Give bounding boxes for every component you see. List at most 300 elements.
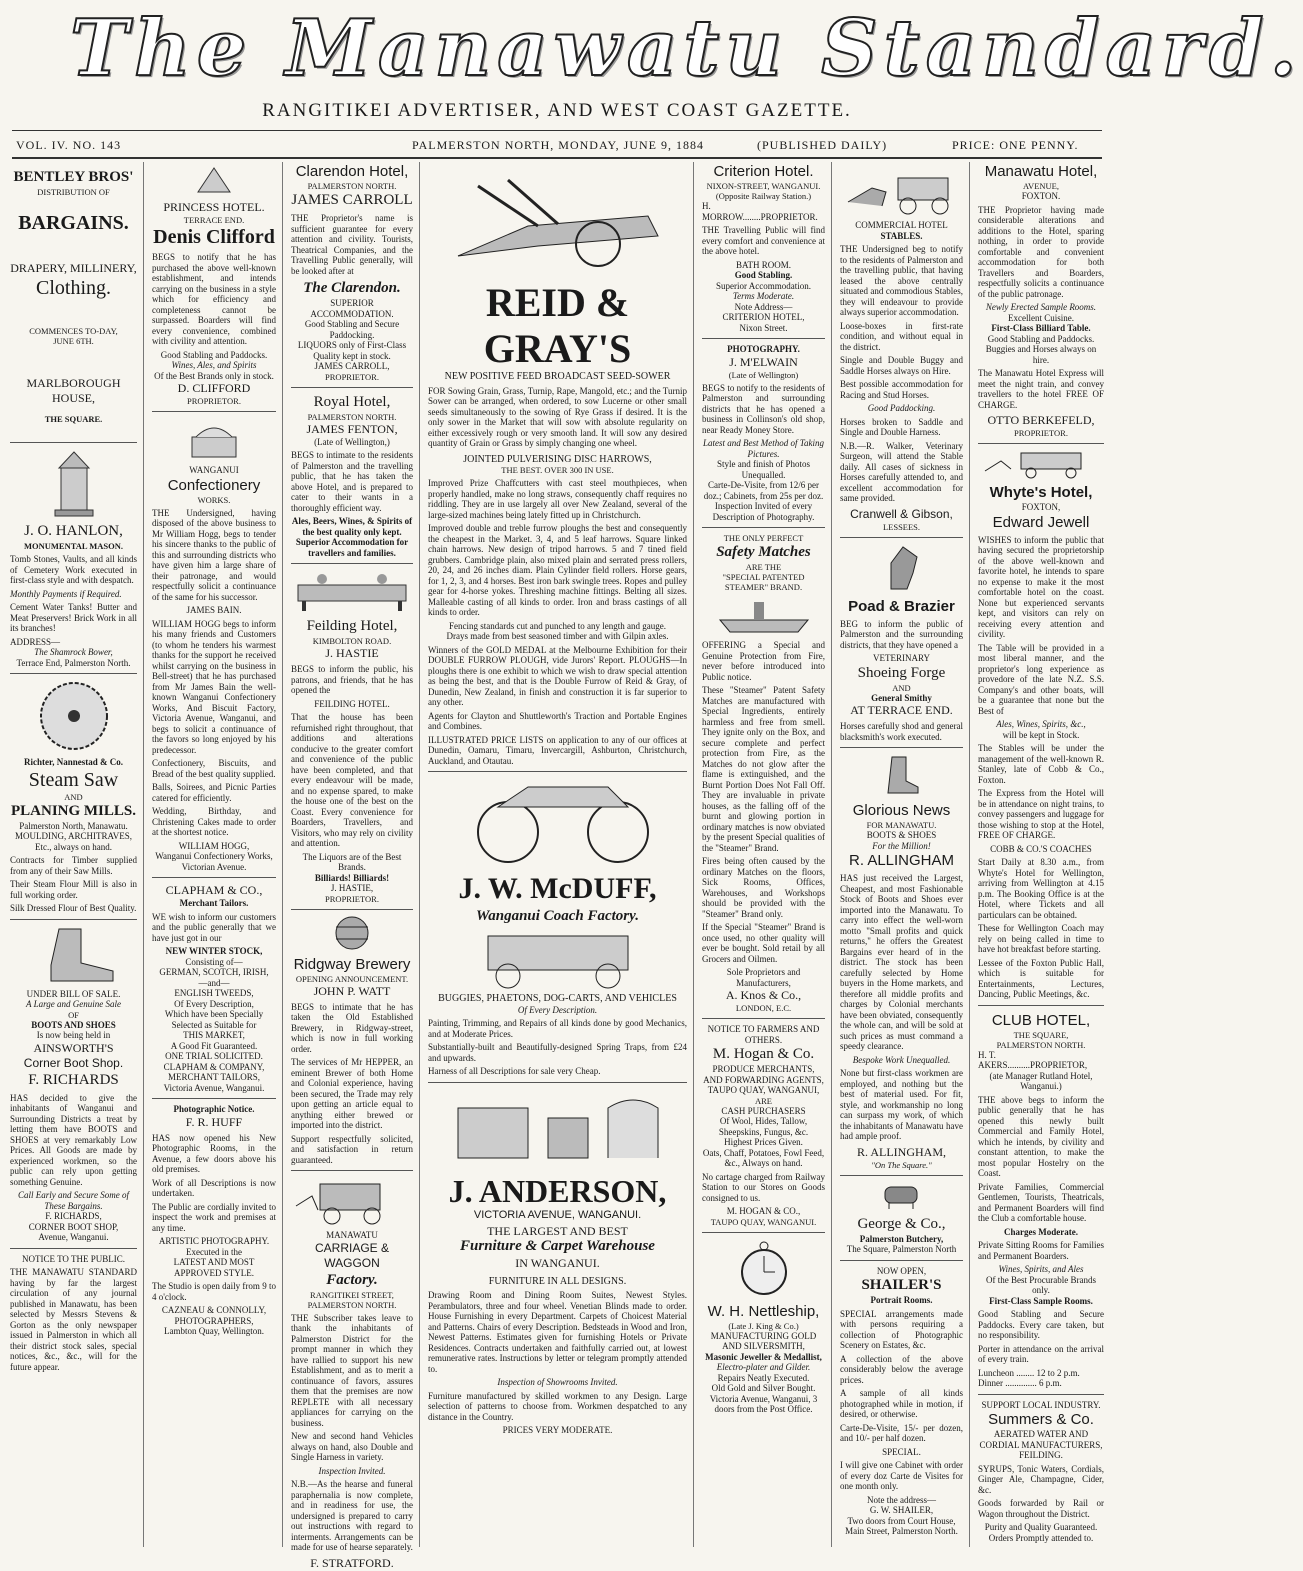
ad-text: Best possible accommodation for Racing and Stud Horses.: [840, 379, 963, 400]
ad-line: ARTISTIC PHOTOGRAPHY.: [158, 1236, 270, 1246]
ad-line: PROPRIETOR.: [187, 396, 241, 406]
ad-text: Single and Double Buggy and Saddle Horses always on Hire.: [840, 355, 963, 376]
ad-line: (Opposite Railway Station.): [715, 191, 812, 201]
ad-text: THE MANAWATU STANDARD having by far the largest circulation of any journal published in Manawatu, has been selected by Messrs Stevens & Gorton as the only newspaper issued in Palmerston in which all their district stock sales, special notices, &c., &c., will for the future appear.: [10, 1267, 137, 1372]
ad-line: ENGLISH TWEEDS,: [174, 988, 254, 998]
ad-heading: Clothing.: [35, 277, 111, 299]
ad-line: MONUMENTAL MASON.: [23, 541, 123, 551]
ad-line: For the Million!: [872, 840, 931, 851]
ad-heading: Cranwell & Gibson,: [850, 506, 953, 521]
ad-line: Style and finish of Photos Unequalled.: [716, 459, 810, 480]
ad-text: Tomb Stones, Vaults, and all kinds of Cemetery Work executed in first-class style and with despatch.: [10, 554, 137, 585]
ad-line: LIQUORS only of First-Class Quality kept in stock.: [297, 340, 407, 361]
column-7: [972, 162, 1110, 1547]
ad-line: Palmerston North, Manawatu.: [19, 820, 128, 831]
ad-heading: F. STRATFORD.: [310, 1555, 394, 1570]
notice-to-public: [10, 1254, 137, 1373]
ad-line: FOXTON.: [1021, 191, 1061, 201]
ad-text: Private Sitting Rooms for Families and Permanent Boarders.: [978, 1240, 1104, 1261]
ad-line: TERRACE END.: [183, 215, 245, 225]
ad-line: A Large and Genuine Sale: [26, 999, 121, 1009]
ad-line: Old Gold and Silver Bought.: [711, 1383, 816, 1393]
ad-text: New and second hand Vehicles always on hand, also Double and Single Harness in variety.: [291, 1431, 413, 1462]
ad-line: (Late of Wellington): [728, 369, 799, 380]
ad-text: The Studio is open daily from 9 to 4 o'clock.: [152, 1281, 276, 1302]
ad-line: Avenue, Wanganui.: [38, 1232, 109, 1242]
ad-text: BEGS to notify that he has purchased the above well-known establishment, and intends carrying on the business in a style which for efficiency and completeness cannot be surpassed. Boarders will find every convenience, combined with civility and attention.: [152, 252, 276, 346]
ad-heading: PLANING MILLS.: [10, 802, 137, 819]
ad-line: PHOTOGRAPHERS,: [174, 1315, 254, 1326]
ad-line: MOULDING, ARCHITRAVES, Etc., always on hand.: [14, 831, 133, 852]
reid-gray-heading: REID & GRAY'S: [483, 280, 632, 371]
horse-carriage-illustration: [842, 166, 962, 216]
ad-line: Lambton Quay, Wellington.: [163, 1326, 264, 1336]
ad-line: —and—: [198, 977, 230, 988]
ad-heading: Summers & Co.: [988, 1411, 1094, 1428]
ad-text: The services of Mr HEPPER, an eminent Brewer of both Home and Colonial experience, having been secured, the Trade may rely upon getting an article equal to anything either brewed or imported into the district.: [291, 1057, 413, 1130]
ad-line: Two doors from Court House, Main Street, Palmerston North.: [845, 1515, 958, 1536]
hanlon-ad: [10, 448, 137, 668]
ad-text: Good Stabling and Secure Paddocks. Every care taken, but no responsibility.: [978, 1309, 1104, 1340]
ad-heading: The Clarendon.: [303, 280, 401, 296]
ad-line: BOOTS AND SHOES: [31, 1019, 116, 1030]
ad-line: FEILDING HOTEL.: [314, 698, 390, 709]
ad-line: Portrait Rooms.: [870, 1295, 933, 1305]
ad-line: JAMES BAIN.: [186, 605, 242, 615]
ad-heading: M. Hogan & Co.: [712, 1046, 815, 1062]
ad-line: VETERINARY: [873, 653, 930, 663]
ad-line: RANGITIKEI STREET, PALMERSTON NORTH.: [307, 1289, 397, 1310]
criterion-hotel-ad: [702, 162, 825, 333]
cake-illustration: [186, 417, 242, 461]
ad-text: N.B.—R. Walker, Veterinary Surgeon, will attend the Stable daily. All cases of sickness in Horses carefully attended to, and excellent accommodation for same provided.: [840, 440, 963, 503]
buggy-illustration: [438, 777, 678, 867]
ad-line: AERATED WATER AND CORDIAL MANUFACTURERS,: [979, 1429, 1103, 1450]
ad-heading: Factory.: [326, 1271, 378, 1288]
ad-line: STABLES.: [880, 230, 923, 241]
ad-line: PALMERSTON NORTH.: [307, 181, 397, 191]
ad-line: Consisting of—: [185, 956, 243, 967]
ad-line: NOTICE TO FARMERS AND OTHERS.: [707, 1024, 820, 1045]
mcelwain-photography-ad: [702, 344, 825, 522]
ad-line: ARE: [755, 1095, 772, 1106]
ad-heading: J. O. HANLON,: [24, 523, 123, 539]
ad-line: TAUPO QUAY, WANGANUI,: [707, 1085, 820, 1095]
ad-text: HAS decided to give the inhabitants of Wanganui and Surrounding Districts a treat by letting them have BOOTS and SHOES at very remarkably Low Prices. All Goods are made by experienced workmen, so the public can rely upon getting something Genuine.: [10, 1092, 137, 1187]
ad-text: Silk Dressed Flour of Best Quality.: [10, 903, 137, 913]
ad-line: Superior Accommodation for travellers and families.: [295, 537, 409, 558]
ad-line: Of Every Description.: [517, 1004, 598, 1015]
ad-line: The Liquors are of the Best Brands.: [302, 851, 402, 872]
ad-line: Note Address—: [734, 301, 793, 312]
ad-line: Highest Prices Given.: [724, 1137, 803, 1147]
carriage-factory-ad: [291, 1176, 413, 1571]
ad-text: BEGS to inform the public, his patrons, and friends, that he has opened the: [291, 664, 413, 695]
ad-heading: Criterion Hotel.: [713, 163, 814, 180]
boot-illustration: [882, 753, 922, 797]
ad-text: If the Special "Steamer" Brand is once used, no other quality will ever be bought. Sold retail by all Grocers and Oilmen.: [702, 922, 825, 964]
ad-line: CRITERION HOTEL,: [722, 312, 805, 322]
ad-line: THE ONLY PERFECT: [723, 533, 804, 543]
horse-head-illustration: [877, 543, 927, 593]
ad-text: SPECIAL arrangements made with persons requiring a collection of Photographic Scenery on Estates, &c.: [840, 1308, 963, 1350]
ad-line: KIMBOLTON ROAD.: [312, 636, 392, 646]
ad-line: Inspection of Showrooms Invited.: [497, 1377, 618, 1387]
ad-line: Of the Best Brands only in stock.: [154, 370, 274, 381]
ad-text: The Manawatu Hotel Express will meet the night train, and convey travellers to the hotel FREE OF CHARGE.: [978, 368, 1104, 410]
ad-heading: CLUB HOTEL,: [991, 1011, 1091, 1029]
ad-heading: Furniture & Carpet Warehouse: [460, 1237, 655, 1254]
ad-heading: MARLBOROUGH HOUSE,: [26, 376, 121, 405]
ad-text: Balls, Soirees, and Picnic Parties catered for efficiently.: [152, 782, 276, 803]
ad-text: WE wish to inform our customers and the public generally that we have just got in our: [152, 911, 276, 943]
ad-text: SYRUPS, Tonic Waters, Cordials, Ginger Ale, Champagne, Cider, &c.: [978, 1463, 1104, 1495]
ad-line: Inspection Invited of every Description of Photography.: [712, 501, 815, 522]
ad-heading: JAMES CARROLL: [291, 192, 413, 208]
ad-heading: Royal Hotel,: [313, 393, 391, 410]
ad-line: Excellent Cuisine.: [1008, 312, 1074, 323]
ad-line: FEILDING.: [1019, 1450, 1063, 1460]
ad-text: Lessee of the Foxton Public Hall, which is suitable for Entertainments, Lectures, Dancing, Public Meetings, &c.: [978, 957, 1104, 999]
ad-line: Executed in the: [186, 1246, 242, 1257]
ad-line: Latest and Best Method of Taking Pictures.: [703, 438, 824, 459]
ad-line: COBB & CO.'S COACHES: [990, 843, 1092, 854]
column-1: [4, 162, 144, 1547]
saw-blade-illustration: [37, 679, 111, 753]
ad-line: Ales, Beers, Wines, & Spirits of the best quality only kept.: [291, 516, 413, 537]
ad-text: BEGS to notify to the residents of Palmerston and surrounding districts that he has opened a business in Collinson's old shop, near Ready Money Store.: [702, 382, 825, 435]
ad-line: J. HASTIE,: [330, 883, 374, 893]
ad-heading: Clarendon Hotel,: [295, 163, 409, 180]
ad-line: Carte-De-Visite, from 12/6 per doz.; Cabinets, from 25s per doz.: [703, 480, 824, 501]
ad-text: Contracts for Timber supplied from any of their Saw Mills.: [10, 855, 137, 876]
ad-text: No cartage charged from Railway Station to our Stores on Goods consigned to us.: [702, 1171, 825, 1203]
ad-line: Newly Erected Sample Rooms.: [985, 302, 1097, 312]
ad-line: Good Paddocking.: [867, 403, 936, 413]
ad-line: PROPRIETOR.: [325, 893, 379, 904]
ad-line: First-Class Sample Rooms.: [989, 1295, 1093, 1306]
ad-line: Luncheon ........ 12 to 2 p.m.: [978, 1367, 1080, 1378]
ad-heading: R. ALLINGHAM,: [857, 1144, 946, 1159]
ad-line: AVENUE,: [1023, 181, 1059, 191]
ad-line: Billiards! Billiards!: [314, 872, 390, 883]
ad-line: Buggies and Horses always on hire.: [985, 344, 1097, 365]
column-6: [834, 162, 970, 1547]
ad-heading: Confectionery: [167, 476, 261, 494]
ad-line: COMMENCES TO-DAY,: [29, 326, 118, 336]
ad-line: LONDON, E.C.: [735, 1003, 792, 1013]
ad-text: Agents for Clayton and Shuttleworth's Traction and Portable Engines and Combines.: [428, 710, 687, 731]
ad-line: Of Every Description,: [174, 998, 254, 1009]
ad-text: BEGS to intimate to the residents of Palmerston and the travelling public, that he has taken the above Hotel, and is prepared to cater to their wants in a thoroughly efficient way.: [291, 450, 413, 513]
ad-line: OPENING ANNOUNCEMENT.: [295, 973, 409, 984]
published-daily: (PUBLISHED DAILY): [757, 138, 888, 152]
ad-text: BEGS to intimate that he has taken the Old Established Brewery, in Ridgway-street, which is now in full working order.: [291, 1001, 413, 1054]
ad-text: Improved Prize Chaffcutters with cast steel mouthpieces, when properly handled, make no long straws, consequently chaff requires no riddling. They are in use largely all over New Zealand, several of the large-sized machines being lately fitted up in Christchurch.: [428, 478, 687, 520]
ad-line: CORNER BOOT SHOP,: [28, 1221, 119, 1232]
ad-line: Monthly Payments if Required.: [10, 588, 122, 599]
ad-text: THE Undersigned, having disposed of the above business to Mr William Hogg, begs to tender his sincere thanks to the public of this and surrounding districts who have given him a large share of their patronage, and would respectfully solicit a continuance of the same for his successor.: [152, 507, 276, 602]
pocket-watch-illustration: [739, 1238, 789, 1298]
ad-line: Victoria Avenue, Wanganui.: [163, 1082, 265, 1093]
ad-text: THE Proprietor's name is sufficient guarantee for every attention and civility. Tourists, Theatrical Companies, and the Travelling Public generally, will be looked after at: [291, 213, 413, 276]
ad-line: FOR MANAWATU.: [866, 820, 937, 830]
princess-hotel-ad: [152, 166, 276, 406]
ad-text: Loose-boxes in first-rate condition, and without equal in the district.: [840, 320, 963, 352]
nettleship-ad: [702, 1238, 825, 1415]
ad-text: None but first-class workmen are employed, and nothing but the best of material used. For fit, style, and workmanship no long can surpass my work, of which the inhabitants of Manawatu have had ample proof.: [840, 1068, 963, 1141]
ad-text: THE above begs to inform the public generally that he has opened this newly built Commercial and Family Hotel, which he intends, by civility and constant attention, to make the most popular Hostelry on the Coast.: [978, 1094, 1104, 1178]
ad-text: Work of all Descriptions is now undertaken.: [152, 1177, 276, 1198]
ad-text: Goods forwarded by Rail or Wagon throughout the District.: [978, 1498, 1104, 1519]
ad-text: Support respectfully solicited, and satisfaction in return guaranteed.: [291, 1133, 413, 1165]
ad-line: FURNITURE IN ALL DESIGNS.: [488, 1275, 627, 1287]
clapham-ad: [152, 883, 276, 1093]
ad-text: Porter in attendance on the arrival of every train.: [978, 1343, 1104, 1364]
ad-line: A Good Fit Guaranteed.: [170, 1040, 258, 1051]
ad-line: (ate Manager Rutland Hotel, Wanganui.): [989, 1070, 1093, 1091]
ad-text: FOR Sowing Grain, Grass, Turnip, Rape, Mangold, etc.; and the Turnip Sower can be arranged, when ordered, to sow Lucerne or other small seeds simultaneously to the sowing of Rye Grass if desired. It is the only sower in the Market that will sow with absolute regularity on either excessively rough or very smooth land. It will sow any desired quantity of Grain or Grass by simply changing one wheel.: [428, 385, 687, 448]
ad-text: The Public are cordially invited to inspect the work and premises at any time.: [152, 1201, 276, 1233]
ad-line: BUGGIES, PHAETONS, DOG-CARTS, AND VEHICLES: [438, 993, 677, 1004]
ad-line: Terrace End, Palmerston North.: [16, 657, 131, 668]
ad-line: Inspection Invited.: [318, 1465, 386, 1476]
ad-text: The Table will be provided in a most liberal manner, and the proprietor's long experience as provedore of the late N.Z. S.S. Company's and other boats, will be a guarantee that none but the Best of: [978, 642, 1104, 716]
monument-illustration: [49, 448, 99, 518]
coach-illustration: [981, 449, 1101, 479]
crest-illustration: [194, 166, 234, 196]
ad-line: VICTORIA AVENUE, WANGANUI.: [473, 1208, 642, 1221]
ad-heading: Shoeing Forge: [857, 664, 946, 681]
ad-line: PROPRIETOR.: [1014, 428, 1068, 438]
ad-line: Palmerston Butchery,: [859, 1233, 944, 1244]
ad-line: JOINTED PULVERISING DISC HARROWS,: [463, 453, 652, 465]
ad-heading: CARRIAGE & WAGGON: [314, 1240, 389, 1270]
george-butchery-ad: [840, 1181, 963, 1255]
ad-text: Carte-De-Visite, 15/- per dozen, and 10/- per half dozen.: [840, 1422, 963, 1443]
ad-line: Oats, Chaff, Potatoes, Fowl Feed, &c., Always on hand.: [702, 1147, 825, 1168]
bull-illustration: [877, 1181, 927, 1211]
ad-text: Wedding, Birthday, and Christening Cakes made to order at the shortest notice.: [152, 806, 276, 837]
ad-line: WORKS.: [197, 494, 231, 505]
ad-line: THE SQUARE.: [44, 414, 103, 424]
ad-line: NEW POSITIVE FEED BROADCAST SEED-SOWER: [444, 371, 671, 382]
ad-heading: Whyte's Hotel,: [989, 484, 1093, 501]
ad-text: Their Steam Flour Mill is also in full working order.: [10, 879, 137, 900]
confectionery-ad: [152, 417, 276, 872]
ad-line: TAUPO QUAY, WANGANUI.: [710, 1216, 817, 1227]
ad-line: PRICES VERY MODERATE.: [502, 1425, 613, 1435]
ad-heading: Glorious News: [852, 802, 951, 819]
ad-heading: BENTLEY BROS': [13, 169, 134, 185]
anderson-furniture-ad: [428, 1088, 687, 1436]
ad-line: Terms Moderate.: [732, 291, 795, 301]
ad-text: WISHES to inform the public that having secured the proprietorship of the above well-known and favorite hotel, he intends to spare no expense to make it the most comfortable hotel on the coast. None but experienced servants kept, and visitors can rely on receiving every attention and civility.: [978, 534, 1104, 639]
safety-matches-ad: [702, 533, 825, 1013]
boot-illustration: [29, 925, 119, 985]
ad-line: Drays made from best seasoned timber and with Gilpin axles.: [446, 631, 669, 641]
ad-line: Orders Promptly attended to.: [988, 1532, 1094, 1543]
ad-line: PALMERSTON NORTH.: [307, 411, 397, 422]
ad-line: ONE TRIAL SOLICITED.: [165, 1051, 263, 1061]
ad-line: THIS MARKET,: [183, 1030, 245, 1040]
ad-line: will be kept in Stock.: [1002, 729, 1080, 740]
ad-text: A collection of the above considerably below the average prices.: [840, 1353, 963, 1385]
ad-line: THE SQUARE,: [1013, 1029, 1069, 1040]
ad-line: SUPERIOR ACCOMMODATION.: [310, 298, 394, 319]
poad-brazier-ad: [840, 543, 963, 743]
ad-line: CASH PURCHASERS: [721, 1105, 806, 1116]
ad-line: H. MORROW........PROPRIETOR.: [702, 201, 818, 222]
ad-heading: Steam Saw: [28, 768, 119, 791]
ad-heading: D. CLIFFORD: [177, 381, 251, 395]
ad-text: HAS just received the Largest, Cheapest, and most Fashionable Stock of Boots and Shoes ever imported into the Manawatu. To carry into effect the well-worn motto "Small profits and quick returns," he offers the Greatest Bargains ever heard of in the district. The stock has been carefully selected by Home buyers in the Home markets, and therefore all middle profits and charges by Colonial merchants have been obviated, consequently the whole can, and will be sold at such prices as must command a speedy clearance.: [840, 873, 963, 1051]
ad-heading: BARGAINS.: [18, 212, 129, 234]
ad-line: MANAWATU: [326, 1230, 378, 1240]
ad-line: SUPPORT LOCAL INDUSTRY.: [981, 1399, 1101, 1410]
ad-line: THE BEST. OVER 300 IN USE.: [501, 465, 614, 475]
ad-text: Horses carefully shod and general blacksmith's work executed.: [840, 721, 963, 742]
ad-line: Repairs Neatly Executed.: [717, 1372, 810, 1383]
ad-line: Dinner .............. 6 p.m.: [978, 1378, 1062, 1388]
mcduff-coach-ad: [428, 777, 687, 1077]
ad-line: Is now being held in: [36, 1030, 111, 1040]
ad-heading: Manawatu Hotel,: [984, 163, 1098, 180]
ad-line: Bespoke Work Unequalled.: [852, 1054, 951, 1065]
ad-text: Private Families, Commercial Gentlemen, Tourists, Theatricals, and Permanent Boarders will find the Club a comfortable house.: [978, 1181, 1104, 1223]
ad-line: The Shamrock Bower,: [34, 647, 113, 657]
commercial-stables-ad: [840, 166, 963, 532]
summers-ad: [978, 1400, 1104, 1544]
ad-heading: Poad & Brazier: [848, 597, 955, 615]
ad-line: AND: [64, 791, 83, 802]
hogan-ad: [702, 1024, 825, 1227]
ad-line: Of the Best Procurable Brands only.: [986, 1274, 1096, 1295]
ad-line: PALMERSTON NORTH.: [996, 1039, 1086, 1050]
ad-heading: Photographic Notice.: [173, 1104, 255, 1114]
club-hotel-ad: [978, 1011, 1104, 1389]
ad-line: Good Stabling and Paddocks.: [160, 349, 268, 360]
ad-line: LATEST AND MOST APPROVED STYLE.: [173, 1257, 255, 1278]
ad-line: Nixon Street.: [739, 322, 788, 333]
ad-line: H. T. AKERS..........PROPRIETOR,: [978, 1049, 1088, 1070]
ad-heading: Wanganui Coach Factory.: [476, 908, 639, 924]
ad-heading: JAMES FENTON,: [306, 421, 398, 436]
ad-line: Which have been Specially Selected as Suitable for: [164, 1009, 264, 1030]
richter-ad: [10, 679, 137, 914]
ad-text: Start Daily at 8.30 a.m., from Whyte's Hotel for Wellington, arriving from Wellington at 4.15 p.m. The Booking Office is at the Hotel, where Tickets and all particulars can be obtained.: [978, 857, 1104, 920]
ainsworth-ad: [10, 925, 137, 1243]
whytes-hotel-ad: [978, 449, 1104, 1000]
ad-line: WILLIAM HOGG,: [178, 840, 250, 851]
ad-line: Purity and Quality Guaranteed.: [984, 1522, 1098, 1532]
ad-line: NEW WINTER STOCK,: [165, 946, 263, 956]
ad-text: Winners of the GOLD MEDAL at the Melbourne Exhibition for their DOUBLE FURROW PLOUGH, vide Jurors' Report. PLOUGHS—In ploughs there is one exhibit to which we wish to draw special attention as being the best, and that is the Double Furrow of Reid & Gray, of Dunedin, New Zealand, in finish and construction it is far superior to any other.: [428, 644, 687, 707]
ad-line: Electro-plater and Gilder.: [716, 1362, 811, 1372]
ad-heading: R. ALLINGHAM: [848, 852, 955, 869]
ad-line: JUNE 6TH.: [53, 336, 94, 346]
ad-text: THE Undersigned beg to notify to the residents of Palmerston and the travelling public, that having leased the above centrally situated and commodious Stables, they will endeavour to provide always superior accommodation.: [840, 244, 963, 317]
ad-line: Wines, Ales, and Spirits: [171, 360, 257, 370]
ad-text: Furniture manufactured by skilled workmen to any Design. Large selection of patterns to choose from. Workmen despatched to any distance in the Country.: [428, 1390, 687, 1422]
ad-text: OFFERING a Special and Genuine Protection from Fire, never before introduced into Public notice.: [702, 640, 825, 682]
ad-line: "On The Square.": [871, 1159, 932, 1170]
ad-text: Confectionery, Biscuits, and Bread of the best quality supplied.: [152, 758, 276, 779]
ad-heading: Corner Boot Shop.: [23, 1055, 124, 1070]
ad-line: BOOTS & SHOES: [866, 830, 937, 840]
newspaper-subtitle: RANGITIKEI ADVERTISER, AND WEST COAST GAZETTE.: [262, 100, 852, 121]
ad-heading: AT TERRACE END.: [850, 703, 953, 717]
manawatu-hotel-ad: [978, 162, 1104, 438]
ad-heading: Feilding Hotel,: [306, 618, 398, 634]
newspaper-title: The Manawatu Standard.: [70, 3, 1303, 94]
ad-text: THE Proprietor having made considerable alterations and additions to the Hotel, sparing nothing, in order to provide comfortable and convenient accommodation for both Travellers and Boarders, respectfully solicits a continuance of the public patronage.: [978, 204, 1104, 299]
ad-line: Good Stabling and Secure Paddocking.: [304, 319, 400, 340]
ad-line: Sole Proprietors and Manufacturers,: [726, 967, 801, 988]
ad-line: CLAPHAM & COMPANY,: [163, 1061, 265, 1072]
column-2: [146, 162, 283, 1547]
dateline: [12, 130, 1102, 159]
ad-line: AND: [892, 682, 911, 693]
ad-heading: CLAPHAM & CO.,: [165, 883, 263, 897]
ad-text: The Express from the Hotel will be in attendance on night trains, to convey passengers and luggage for those wishing to stop at the Hotel, FREE OF CHARGE.: [978, 788, 1104, 840]
ad-line: The Square, Palmerston North: [846, 1244, 957, 1254]
ad-line: Merchant Tailors.: [179, 898, 249, 908]
ad-line: Masonic Jeweller & Medallist,: [705, 1351, 822, 1362]
ad-heading: J. M'ELWAIN: [729, 354, 798, 369]
ad-text: HAS now opened his New Photographic Rooms, in the Avenue, a few doors above his old premises.: [152, 1132, 276, 1174]
clarendon-hotel-ad: [291, 162, 413, 382]
ad-heading: F. RICHARDS: [28, 1071, 119, 1088]
ad-text: N.B.—As the hearse and funeral paraphernalia is now complete, and in readiness for use, the undersigned is prepared to carry out instructions with regard to interments. Arrangements can be made for use of hearse separately.: [291, 1479, 413, 1552]
ad-text: Cement Water Tanks! Butter and Meat Preservers! Brick Work in all its branches!: [10, 602, 137, 633]
ad-heading: W. H. Nettleship,: [707, 1302, 820, 1320]
ad-line: F. RICHARDS,: [45, 1211, 102, 1221]
ad-heading: J. W. McDUFF,: [458, 872, 657, 905]
ad-line: SPECIAL.: [882, 1446, 921, 1457]
allingham-boots-ad: [840, 753, 963, 1170]
ad-heading: OTTO BERKEFELD,: [987, 413, 1095, 427]
shailer-portrait-ad: [840, 1266, 963, 1537]
ad-line: "SPECIAL PATENTED STEAMER" BRAND.: [722, 572, 805, 592]
ad-heading: IN WANGANUI.: [515, 1255, 600, 1270]
ad-line: First-Class Billiard Table.: [991, 323, 1091, 333]
ad-text: BEG to inform the public of Palmerston and the surrounding districts, that they have opened a: [840, 618, 963, 650]
ad-line: Good Stabling and Paddocks.: [987, 333, 1095, 344]
ad-line: PRODUCE MERCHANTS, AND FORWARDING AGENTS,: [703, 1064, 824, 1085]
ad-line: OF: [68, 1009, 79, 1020]
ad-text: THE Travelling Public will find every comfort and convenience at the above hotel.: [702, 225, 825, 256]
ad-line: CAZNEAU & CONNOLLY,: [161, 1305, 267, 1315]
ad-line: NOW OPEN,: [876, 1265, 927, 1276]
feilding-hotel-ad: [291, 569, 413, 904]
ad-line: Wines, Spirits, and Ales: [998, 1264, 1084, 1274]
ad-heading: George & Co.,: [857, 1215, 946, 1232]
issue-date: PALMERSTON NORTH, MONDAY, JUNE 9, 1884: [412, 138, 704, 152]
ad-line: MANUFACTURING GOLD AND SILVERSMITH,: [710, 1330, 817, 1351]
masthead: [0, 0, 1303, 100]
ad-text: Horses broken to Saddle and Single and Double Harness.: [840, 416, 963, 437]
ad-text: Fires being often caused by the ordinary Matches on the floors, Sick Rooms, Offices, Warehouses, and Workshops should be provided with the "Steamer" Brand only.: [702, 856, 825, 919]
ad-heading: Denis Clifford: [153, 226, 275, 248]
ad-line: COMMERCIAL HOTEL: [855, 220, 948, 230]
ad-text: Drawing Room and Dining Room Suites, Newest Styles. Perambulators, three and four wheel. Venetian Blinds made to order. House Furnishing in every Department. Carpets of Choicest Material and Patterns. Chairs of every Description. Bedsteads in Wood and Iron, Newest Patterns. Estimates given for furnishing Hotels or Private Residences. Contracts undertaken and faithfully carried out, at lowest remunerative rates. Instructions by letter or telegram promptly attended to.: [428, 1290, 687, 1374]
ad-heading: AINSWORTH'S: [33, 1040, 114, 1055]
price: PRICE: ONE PENNY.: [952, 138, 1079, 152]
ad-line: LESSEES.: [882, 521, 921, 532]
ad-heading: SHAILER'S: [861, 1277, 942, 1293]
ad-line: General Smithy: [871, 692, 932, 703]
